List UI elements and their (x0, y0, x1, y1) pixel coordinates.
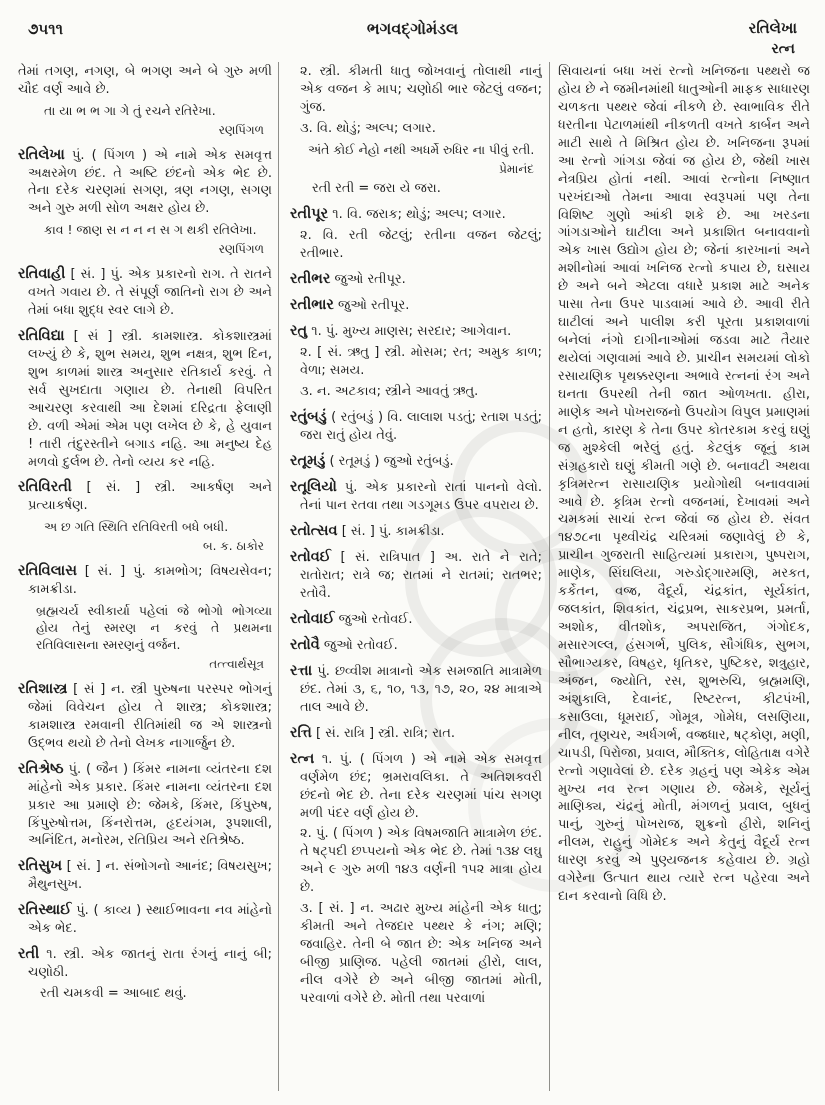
entry-headword: રત્તા (290, 662, 313, 679)
quote-attribution: બ. ક. ઠાકોર (203, 539, 264, 554)
entry-headword: રતોવૈ (290, 636, 320, 653)
entry-headword: રતિવિદ્યા (18, 327, 65, 344)
dictionary-entry: રતીભાર જુઓ રતીપૂર. (290, 297, 410, 314)
entry-headword: રતૂમડું (290, 452, 326, 469)
entry-headword: રતીભર (290, 271, 331, 288)
entry-headword: રતી (18, 946, 40, 963)
column-divider-left (278, 62, 279, 1091)
dictionary-entry: રતીપૂર ૧. વિ. જરાક; થોડું; અલ્પ; લગાર. (290, 206, 506, 223)
entry-sense: ૨. પું. ( પિંગળ ) એક વિષમજાતિ માત્રામેળ છંદ. તે ષટ્પદી છપ્પયનો એક ભેદ છે. તેમાં ૧૩૪ લઘુ અને ૯ ગુરુ મળી ૧૪૩ વર્ણની ૧૫૨ માત્રા હોય છે. (300, 826, 542, 896)
citation-note: બ્રહ્મચર્ય સ્વીકાર્યા પહેલાં જે ભોગો ભોગવ્યા હોય તેનું સ્મરણ ન કરવું તે પ્રથમના રતિવિલાસના સ્મરણનું વર્જન. (36, 602, 272, 653)
entry-headword: રતુ (290, 323, 308, 340)
dictionary-entry: રતોવાઈ જુઓ રતોવઈ. (290, 610, 413, 627)
entry-sense: ૨. [ સં. ઋતુ ] સ્ત્રી. મોસમ; રત; અમુક કાળ; વેળા; સમય. (300, 345, 542, 379)
page-title: ભગવદ્ગોમંડલ (366, 19, 459, 38)
entry-sense: ૨. સ્ત્રી. કીમતી ધાતુ જોખવાનું તોલાથી નાનું એક વજન કે માપ; ચણોઠી ભાર જેટલું વજન; ગુંજ. (300, 64, 542, 115)
entry-headword: રતિસ્થાઈ (18, 902, 72, 919)
entry-headword: રતોવાઈ (290, 610, 335, 627)
dictionary-entry: રતિવિરતી [ સં. ] સ્ત્રી. આકર્ષણ અને પ્રત્યાકર્ષણ. (18, 479, 272, 514)
text-column-1 (18, 60, 272, 1095)
entry-headword: રતિસુખ (18, 858, 63, 875)
dictionary-entry: રતિશ્રેષ્ઠ પું. ( જૈન ) કિંમર નામના વ્યંતરના દશ માંહેનો એક પ્રકાર. કિંમર નામના વ્યંતરના દશ પ્રકાર આ પ્રમાણે છે: જેમકે, કિંમર, કિંપુરુષ, કિંપુરુષોત્તમ, કિંનરોત્તમ, હૃદયંગમ, રૂપશાલી, અનિંદિત, મનોરમ, રતિપ્રિય અને રતિશ્રેષ્ઠ. (18, 760, 272, 849)
entry-headword: રતોત્સવ (290, 522, 338, 539)
entry-headword: રતિવિરતી (18, 479, 72, 496)
dictionary-entry: રત્તિ [ સં. રાત્રિ ] સ્ત્રી. રાત્રિ; રાત. (290, 724, 455, 741)
body-paragraph: તેમાં તગણ, નગણ, બે ભગણ અને બે ગુરુ મળી ચૌદ વર્ણ આવે છે. (18, 64, 272, 97)
body-paragraph: સિવાયનાં બધા ખરાં રત્નો ખનિજના પથ્થરો જ હોય છે ને જમીનમાંથી ધાતુઓની માફક સાધારણ ચળકતા પથ્થર જેવાં નીકળે છે. સ્વાભાવિક રીતે ધરતીના પેટાળમાંથી નીકળતી વખતે કાર્બન અને માટી સાથે તે મિશ્રિત હોય છે. ખનિજના રૂપમાં આ રત્નો ગાંગડા જેવાં જ હોય છે, જેથી ખાસ નેત્રપ્રિય હોતાં નથી. આવાં રત્નોના નિષ્ણાત પરખંદાઓ તેમના આવા સ્વરૂપમાં પણ તેના વિશિષ્ટ ગુણો આંકી શકે છે. આ ખરડના ગાંગડાઓને ઘાટીલા અને પ્રકાશિત બનાવવાનો એક ખાસ ઉદ્યોગ હોય છે; જેનાં કારખાનાં અને મશીનોમાં આવાં ખનિજ રત્નો કપાય છે, ઘસાય છે અને બને એટલા વધારે પ્રકાશ માટે અનેક પાસા તેના ઉપર પાડવામાં આવે છે. આવી રીતે ઘાટીલાં અને પાલીશ કરી પૂરતા પ્રકાશવાળાં બનેલાં નંગો દાગીનાઓમાં જડવા માટે તૈયાર થયેલાં ગણવામાં આવે છે. પ્રાચીન સમયમાં લોકો રસાયણિક પૃથક્કરણના અભાવે રત્નનાં રંગ અને ઘનતા ઉપરથી તેની જાત ઓળખતા. હીરા, માણેક અને પોખરાજનો ઉપયોગ વિપુલ પ્રમાણમાં ન હતો, કારણ કે તેના ઉપર કોતરકામ કરવું ઘણું જ મુશ્કેલી ભરેલું હતું. કેટલુંક જૂનું કામ સંગ્રહકારો ઘણું કીમતી ગણે છે. બનાવટી અથવા કૃત્રિમરત્ન રાસાયણિક પ્રયોગોથી બનાવવામાં આવે છે. કૃત્રિમ રત્નો વજનમાં, દેખાવમાં અને ચમકમાં સાચાં રત્ન જેવાં જ હોય છે. સંવત ૧૪૭૮ના પૃથ્વીચંદ્ર ચરિત્રમાં જણાવેલું છે કે, પ્રાચીન ગુજરાતી સાહિત્યમાં પ્રકારાગ, પુષ્પરાગ, માણેક, સિંઘલિયા, ગરુડોદ્ગારમણિ, મરકત, કર્કેતન, વજ્ર, વૈદૂર્ય, ચંદ્રકાંત, સૂર્યકાંત, જલકાંત, શિવકાંત, ચંદ્રપ્રભ, સાકરપ્રભ, પ્રમર્તા, અશોક, વીતશોક, અપરાજિત, ગંગોદક, મસારગલ્લ, હંસગર્ભ, પુલિક, સૌગંધિક, સુભગ, સૌભાગ્યકર, વિષહર, ધૃતિકર, પુષ્ટિકર, શત્રુહાર, અંજન, જ્યોતિ, રસ, શુભરુચિ, બ્રહ્મમણિ, અંશુકાલિ, દેવાનંદ, રિષ્ટરત્ન, કીટપંખી, કસાઉલા, ધૂમરાઈ, ગોમૂત્ર, ગોમેધ, લસણિયા, નીલ, તૃણચર, અર્ધગર્ભ, વજ્રધાર, ષટ્કોણ, મણી, ચાપડી, પિરોજા, પ્રવાલ, મૌક્તિક, લોહિતાક્ષ વગેરે રત્નો ગણાવેલાં છે. દરેક ગ્રહનું પણ એકેક એમ મુખ્ય નવ રત્ન ગણાય છે. જેમકે, સૂર્યનું માણિક્ય, ચંદ્રનું મોતી, મંગળનું પ્રવાલ, બુધનું પાનું, ગુરુનું પોખરાજ, શુક્રનો હીરો, શનિનું નીલમ, રાહુનું ગોમેદક અને કેતુનું વૈદૂર્ય રત્ન ધારણ કરવું એ પુણ્યજનક કહેવાય છે. ગ્રહો વગેરેના ઉત્પાત થાય ત્યારે રત્ન પહેરવા અને દાન કરવાનો વિધિ છે. (558, 64, 810, 905)
dictionary-entry: રતિલેખા પું. ( પિંગળ ) એ નામે એક સમવૃત્ત અક્ષરમેળ છંદ. તે અષ્ટિ છંદનો એક ભેદ છે. તેના દરેક ચરણમાં સગણ, ત્રણ નગણ, સગણ અને ગુરુ મળી સોળ અક્ષર હોય છે. (18, 146, 272, 217)
text-column-3 (558, 60, 810, 1095)
entry-headword: રતીભાર (290, 297, 334, 314)
entry-sense: ૩. ન. અટકાવ; સ્ત્રીને આવતું ઋતુ. (300, 384, 479, 400)
entry-sense: ૩. વિ. થોડું; અલ્પ; લગાર. (300, 120, 436, 136)
dictionary-entry: રત્ન ૧. પું. ( પિંગળ ) એ નામે એક સમવૃત્ત વર્ણમેળ છંદ; ભ્રમરાવલિકા. તે અતિશક્વરી છંદનો ભેદ છે. તેના દરેક ચરણમાં પાંચ સગણ મળી પંદર વર્ણ હોય છે. (290, 750, 542, 821)
dictionary-entry: રતિસુખ [ સં. ] ન. સંભોગનો આનંદ; વિષયસુખ; મૈથુનસુખ. (18, 858, 272, 893)
dictionary-entry: રતુ ૧. પું. મુખ્ય માણસ; સરદાર; આગેવાન. (290, 323, 512, 340)
quote-attribution: રણપિંગળ (218, 242, 264, 257)
quote-attribution: પ્રેમાનંદ (499, 161, 534, 176)
guide-word-top: રતિલેખા (748, 19, 797, 37)
entry-headword: રતિવાહી (18, 266, 66, 282)
verse-quote: કાવ ! જાણ સ ન ન ન સ ગ થકી રતિલેખા. (44, 222, 257, 238)
entry-headword: રત્ન (290, 750, 315, 767)
dictionary-entry: રતૂલિયો પું. એક પ્રકારનો રાતાં પાનનો વેલો. તેનાં પાન રતવા તથા ગડગૂમડ ઉપર વપરાય છે. (290, 478, 542, 513)
dictionary-entry: રતિવિલાસ [ સં. ] પું. કામભોગ; વિષયસેવન; કામક્રીડા. (18, 563, 272, 598)
entry-headword: રતીપૂર (290, 206, 329, 223)
idiom-line: રતી ચમકવી = આબાદ થવું. (40, 986, 187, 1002)
verse-quote: અ છ ગતિ સ્થિતિ રતિવિરતી બધે બધી. (44, 519, 229, 535)
entry-sense: ૨. વિ. રતી જેટલું; રતીના વજન જેટલું; રતીભાર. (300, 228, 542, 262)
entry-headword: રતૂલિયો (290, 478, 337, 495)
guide-word-bottom: રત્ન (771, 41, 795, 57)
entry-headword: રતોવઈ (290, 548, 331, 565)
dictionary-entry: રતુંબડું ( રતુંબડું ) વિ. લાલાશ પડતું; રતાશ પડતું; જરા રાતું હોય તેવું. (290, 409, 542, 444)
dictionary-entry: રત્તા પું. છવ્વીશ માત્રાનો એક સમજાતિ માત્રામેળ છંદ. તેમાં ૩, ૬, ૧૦, ૧૩, ૧૭, ૨૦, ૨૪ માત્રાએ તાલ આવે છે. (290, 662, 542, 715)
entry-sense: ૩. [ સં. ] ન. અઢાર મુખ્ય માંહેની એક ધાતુ; કીમતી અને તેજદાર પથ્થર કે નંગ; મણિ; જવાહિર. તેની બે જાત છે: એક ખનિજ અને બીજી પ્રાણિજ. પહેલી જાતમાં હીરો, લાલ, નીલ વગેરે છે અને બીજી જાતમાં મોતી, પરવાળાં વગેરે છે. મોતી તથા પરવાળાં (300, 901, 542, 1006)
dictionary-entry: રતિસ્થાઈ પું. ( કાવ્ય ) સ્થાઈભાવના નવ માંહેનો એક ભેદ. (18, 902, 272, 937)
dictionary-entry: રતિવિદ્યા [ સં ] સ્ત્રી. કામશાસ્ત્ર. કોકશાસ્ત્રમાં લખ્યું છે કે, શુભ સમય, શુભ નક્ષત્ર, શુભ દિન, શુભ કાળમાં શાસ્ત્ર અનુસાર રતિકાર્ય કરવું. તે સર્વ સુખદાતા ગણાય છે. તેનાથી વિપરિત આચરણ કરવાથી આ દેશમાં દરિદ્રતા ફેલાણી છે. વળી એમાં એમ પણ લખેલ છે કે, હે યુવાન ! તારી તંદુરસ્તીને બગાડ નહિ. આ મનુષ્ય દેહ મળવો દુર્લભ છે. તેનો વ્યય કર નહિ. (18, 327, 272, 470)
entry-headword: રતુંબડું (290, 409, 327, 426)
dictionary-entry: રતોત્સવ [ સં. ] પું. કામક્રીડા. (290, 522, 445, 539)
dictionary-entry: રતિવાહી [ સં. ] પું. એક પ્રકારનો રાગ. તે રાતને વખતે ગવાય છે. તે સંપૂર્ણ જાતિનો રાગ છે અને તેમાં બધા શુદ્ધ સ્વર લાગે છે. (18, 266, 272, 318)
dictionary-entry: રતી ૧. સ્ત્રી. એક જાતનું રાતા રંગનું નાનું બી; ચણોઠી. (18, 946, 272, 981)
quote-attribution: તત્ત્વાર્થસૂત્ર (209, 657, 264, 672)
entry-headword: રતિશાસ્ત્ર (18, 680, 68, 697)
entry-headword: રતિલેખા (18, 146, 65, 163)
entry-headword: રતિશ્રેષ્ઠ (18, 760, 64, 777)
dictionary-entry: રતોવઈ [ સં. રાત્રિપાત ] અ. રાતે ને રાતે; રાતોરાત; રાત્રે જ; રાતમાં ને રાતમાં; રાતભર; રતોવૈ. (290, 548, 542, 601)
dictionary-entry: રતિશાસ્ત્ર [ સં ] ન. સ્ત્રી પુરુષના પરસ્પર ભોગનું જેમાં વિવેચન હોય તે શાસ્ત્ર; કોકશાસ્ત્ર; કામશાસ્ત્ર રમવાની રીતિમાંથી જ એ શાસ્ત્રનો ઉદ્ભવ થયો છે તેનો લેખક નાગાર્જુન છે. (18, 680, 272, 751)
quote-attribution: રણપિંગળ (218, 122, 264, 137)
verse-quote: તા યા ભ ભ ગા ગે તું રચને રતિરેખા. (44, 102, 216, 118)
dictionary-entry: રતોવૈ જુઓ રતોવઈ. (290, 636, 398, 653)
idiom-line: રતી રતી = જરા યે જરા. (312, 181, 441, 197)
text-column-2 (290, 60, 542, 1095)
entry-headword: રતિવિલાસ (18, 563, 77, 580)
dictionary-entry: રતૂમડું ( રતૂમડું ) જુઓ રતુંબડું. (290, 452, 454, 469)
page-number: ૭૫૧૧ (28, 20, 63, 38)
citation-note: અંતે કોઈ નેહો નથી અધર્મે રુધિર ના પીવું રતી. (308, 141, 535, 157)
dictionary-entry: રતીભર જુઓ રતીપૂર. (290, 271, 406, 288)
entry-headword: રત્તિ (290, 724, 312, 741)
